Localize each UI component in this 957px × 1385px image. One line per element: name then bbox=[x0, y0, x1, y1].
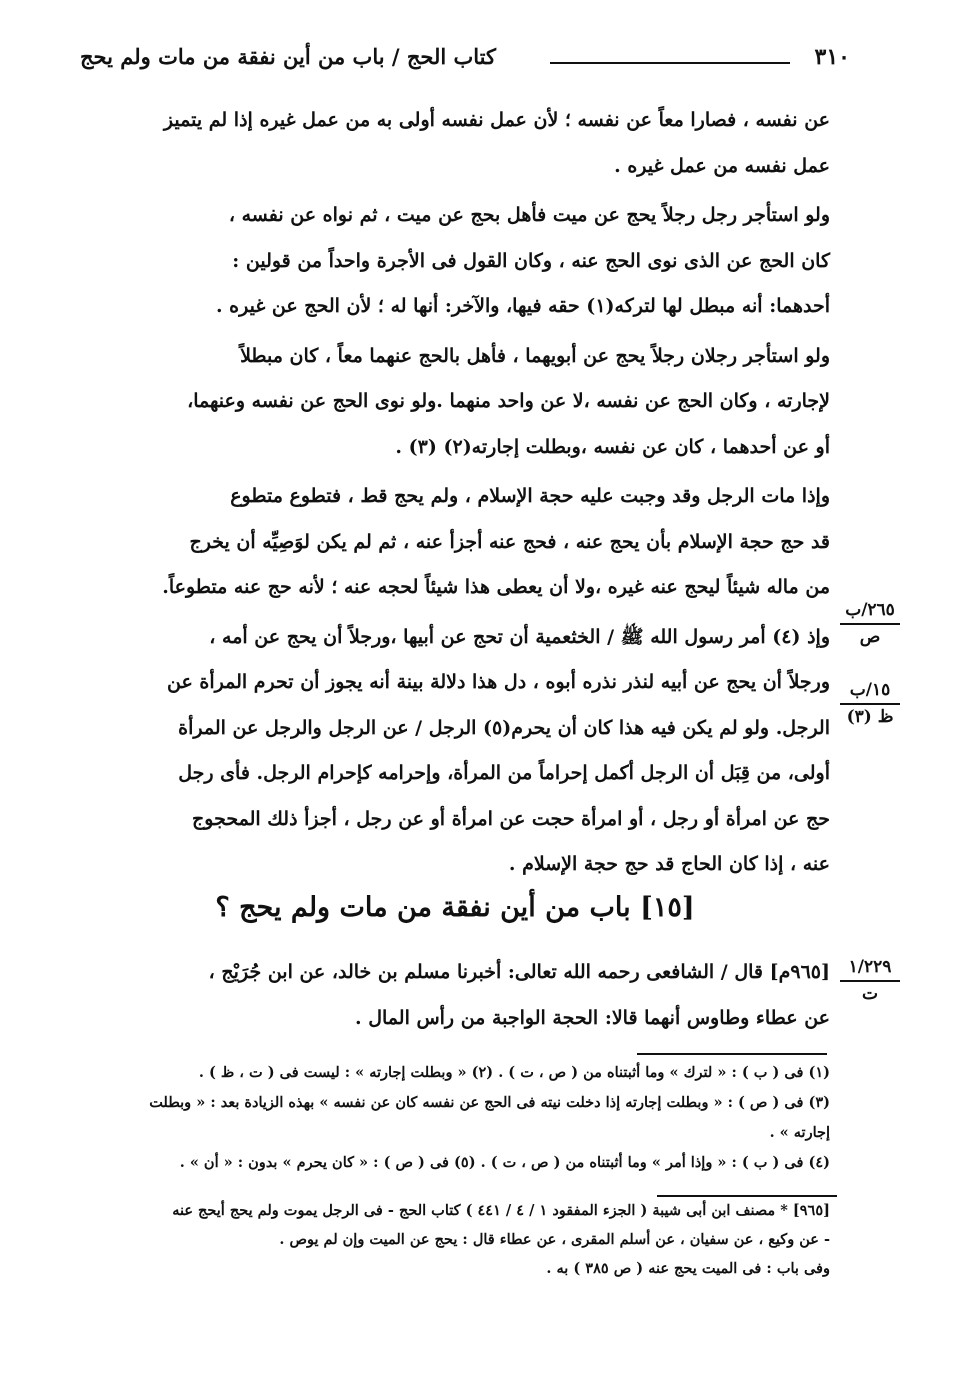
margin-note-manuscript: ظ (٣) bbox=[846, 707, 894, 727]
footnote: (٣) فى ( ص ) : « وبطلت إجارته إذا دخلت نيته فى الحج عن نفسه كان عن نفسه » بهذه الزيادة بعد : « وبطلت إجارته » . bbox=[149, 1094, 830, 1141]
margin-note-folio: ١٥/ب bbox=[840, 678, 900, 705]
footnote: (١) فى ( ب ) : « لترك » وما أثبتناه من ( ص ، ت ) . (٢) « وبطلت إجارته » : ليست فى ( ت ، ظ ) . bbox=[198, 1064, 830, 1081]
main-text bbox=[80, 98, 830, 892]
footnotes bbox=[80, 1058, 830, 1178]
running-header bbox=[80, 44, 850, 84]
paragraph: عن نفسه ، فصارا معاً عن نفسه ؛ لأن عمل نفسه أولى به من عمل غيره إذا لم يتميز عمل نفسه من عمل غيره . bbox=[163, 109, 830, 177]
paragraph: [٩٦٥م] قال / الشافعى رحمه الله تعالى: أخبرنا مسلم بن خالد، عن ابن جُرَيْج ، عن عطاء وطاوس أنهما قالا: الحجة الواجبة من رأس المال . bbox=[208, 961, 830, 1029]
margin-note-folio: ١/٢٢٩ bbox=[840, 955, 900, 982]
chapter-heading: [١٥] باب من أين نفقة من مات ولم يحج ؟ bbox=[215, 892, 695, 923]
margin-note bbox=[840, 598, 900, 649]
margin-note bbox=[840, 955, 900, 1006]
running-title: كتاب الحج / باب من أين نفقة من مات ولم يحج bbox=[80, 44, 497, 69]
header-rule bbox=[550, 62, 790, 64]
source-note: [٩٦٥] * مصنف ابن أبى شيبة ( الجزء المفقود ١ / ٤ / ٤٤١ ) كتاب الحج - فى الرجل يموت ولم يحج أيحج عنه - عن وكيع ، عن سفيان ، عن أسلم المقرى ، عن عطاء قال : يحج عن الميت وإن لم يوص . وفى باب : فى الميت يحج عنه ( ص ٣٨٥ ) به . bbox=[172, 1202, 830, 1277]
paragraph: ولو استأجر رجلان رجلاً يحج عن أبويهما ، فأهل بالحج عنهما معاً ، كان مبطلاً لإجارته ، وكان الحج عن نفسه ،لا عن واحد منهما .ولو نوى الحج عن نفسه وعنهما، أو عن أحدهما ، كان عن نفسه ،وبطلت إجارته(٢) (٣) . bbox=[187, 344, 830, 458]
margin-note-folio: ٢٦٥/ب bbox=[840, 598, 900, 625]
margin-note-manuscript: ت bbox=[861, 984, 878, 1004]
paragraph: وإذا مات الرجل وقد وجبت عليه حجة الإسلام ، ولم يحج قط ، فتطوع متطوع قد حج حجة الإسلام بأن يحج عنه ، فحج عنه أجزأ عنه ، ثم لم يكن لوَصِيِّه أن يخرج من ماله شيئاً ليحج عنه غيره ،ولا أن يعطى هذا شيئاً لحجه عنه ؛ لأنه حج عنه متطوعاً. bbox=[162, 485, 830, 598]
paragraph: ولو استأجر رجل رجلاً يحج عن ميت فأهل بحج عن ميت ، ثم نواه عن نفسه ، كان الحج عن الذى نوى الحج عنه ، وكان القول فى الأجرة واحداً من قولين : أحدهما: أنه مبطل لها لتركه(١) حقه فيها، والآخر: أنها له ؛ لأن الحج عن غيره . bbox=[215, 204, 830, 317]
paragraph: وإذ (٤) أمر رسول الله ﷺ / الخثعمية أن تحج عن أبيها ،ورجلاً أن يحج عن أمه ، ورجلاً أن يحج عن أبيه لنذر نذره أبوه ، دل هذا دلالة بينة أنه يجوز أن تحرم المرأة عن الرجل. ولو لم يكن فيه هذا كان أن يحرم(٥) الرجل / عن الرجل والرجل عن المرأة أولى، من قِبَل أن الرجل أكمل إحراماً من المرأة، وإحرامه كإحرام الرجل. فأى رجل حج عن امرأة أو رجل ، أو امرأة حجت عن امرأة أو عن رجل ، أجزأ ذلك المحجوج عنه ، إذا كان الحاج قد حج حجة الإسلام . bbox=[166, 625, 830, 875]
chapter-text bbox=[80, 950, 830, 1045]
footnote: (٤) فى ( ب ) : « وإذا أمر » وما أثبتناه من ( ص ، ت ) . (٥) فى ( ص ) : « كان يحرم » بدون : « أن » . bbox=[179, 1154, 830, 1171]
page-number: ٣١٠ bbox=[814, 44, 850, 70]
margin-note-manuscript: ص bbox=[859, 627, 881, 647]
margin-note bbox=[840, 678, 900, 729]
footnote-rule bbox=[637, 1053, 827, 1055]
